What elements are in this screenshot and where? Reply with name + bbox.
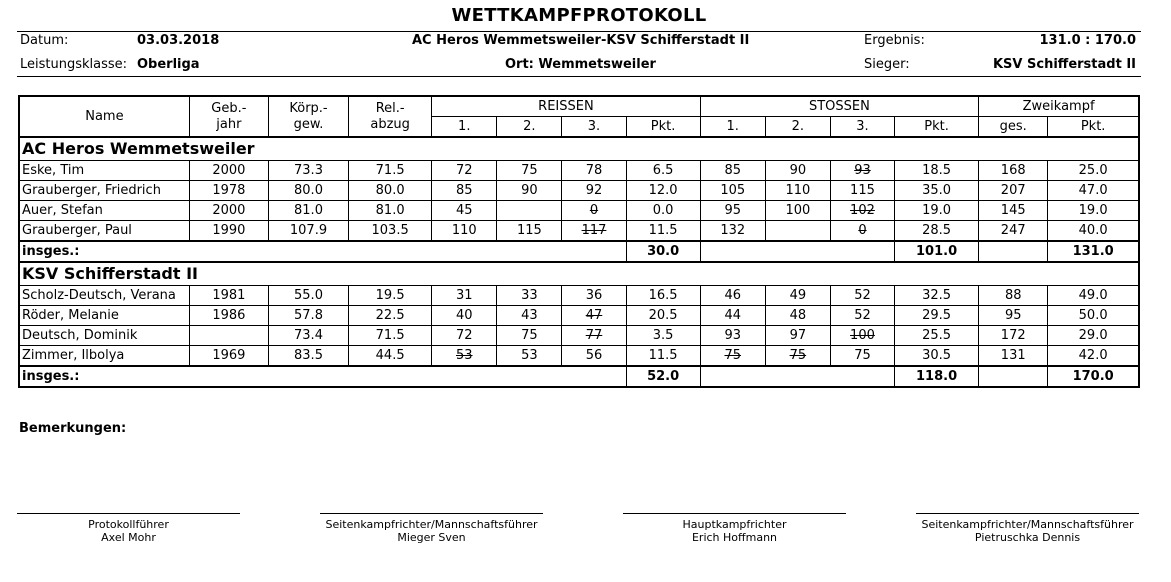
reissen-attempt-1: 40 <box>432 306 497 326</box>
signature-role: Seitenkampfrichter/Mannschaftsführer <box>325 518 538 531</box>
total-reissen-points: 52.0 <box>626 366 700 387</box>
team-total-row <box>19 241 1139 262</box>
reissen-attempt-1: 53 <box>432 346 497 367</box>
zweikampf-total: 168 <box>979 161 1048 181</box>
signature-role: Seitenkampfrichter/Mannschaftsführer <box>921 518 1134 531</box>
stossen-attempt-2: 49 <box>765 286 830 306</box>
reissen-attempt-3: 36 <box>562 286 626 306</box>
page-title: WETTKAMPFPROTOKOLL <box>451 5 707 26</box>
col-s2: 2. <box>765 117 830 138</box>
reissen-attempt-2: 33 <box>497 286 562 306</box>
stossen-attempt-3: 52 <box>830 306 894 326</box>
athlete-name: Grauberger, Friedrich <box>19 181 189 201</box>
reissen-attempt-2 <box>497 201 562 221</box>
stossen-attempt-1: 44 <box>700 306 765 326</box>
athlete-gew: 57.8 <box>268 306 348 326</box>
reissen-points: 6.5 <box>626 161 700 181</box>
stossen-attempt-3: 75 <box>830 346 894 367</box>
stossen-attempt-2: 97 <box>765 326 830 346</box>
athlete-rel: 22.5 <box>349 306 432 326</box>
athlete-gew: 81.0 <box>268 201 348 221</box>
zweikampf-points: 29.0 <box>1048 326 1139 346</box>
zweikampf-points: 49.0 <box>1048 286 1139 306</box>
stossen-points: 19.0 <box>895 201 979 221</box>
athlete-row <box>19 306 1139 326</box>
reissen-attempt-1: 72 <box>432 326 497 346</box>
total-zweikampf-points: 131.0 <box>1048 241 1139 262</box>
total-label: insges.: <box>19 366 626 387</box>
athlete-rel: 44.5 <box>349 346 432 367</box>
total-stossen-gap <box>700 366 894 387</box>
athlete-geb: 2000 <box>189 201 268 221</box>
zweikampf-points: 40.0 <box>1048 221 1139 242</box>
col-s1: 1. <box>700 117 765 138</box>
athlete-gew: 83.5 <box>268 346 348 367</box>
reissen-attempt-3: 78 <box>562 161 626 181</box>
stossen-attempt-1: 85 <box>700 161 765 181</box>
reissen-attempt-1: 72 <box>432 161 497 181</box>
signature-person: Mieger Sven <box>397 531 466 544</box>
col-name: Name <box>19 96 189 137</box>
stossen-attempt-3: 0 <box>830 221 894 242</box>
athlete-gew: 73.3 <box>268 161 348 181</box>
athlete-rel: 19.5 <box>349 286 432 306</box>
zweikampf-points: 25.0 <box>1048 161 1139 181</box>
header-top-rule <box>17 31 1141 32</box>
athlete-name: Grauberger, Paul <box>19 221 189 242</box>
athlete-gew: 80.0 <box>268 181 348 201</box>
reissen-attempt-3: 117 <box>562 221 626 242</box>
stossen-attempt-1: 75 <box>700 346 765 367</box>
reissen-attempt-1: 31 <box>432 286 497 306</box>
total-stossen-gap <box>700 241 894 262</box>
athlete-geb <box>189 326 268 346</box>
stossen-points: 35.0 <box>895 181 979 201</box>
reissen-attempt-2: 90 <box>497 181 562 201</box>
total-zweikampf-points: 170.0 <box>1048 366 1139 387</box>
col-geb: Geb.- jahr <box>189 96 268 137</box>
reissen-attempt-2: 75 <box>497 326 562 346</box>
athlete-gew: 107.9 <box>268 221 348 242</box>
athlete-row <box>19 201 1139 221</box>
stossen-attempt-1: 132 <box>700 221 765 242</box>
athlete-name: Scholz-Deutsch, Verana <box>19 286 189 306</box>
athlete-geb: 1990 <box>189 221 268 242</box>
signature-role: Hauptkampfrichter <box>682 518 787 531</box>
total-stossen-points: 118.0 <box>895 366 979 387</box>
reissen-points: 0.0 <box>626 201 700 221</box>
stossen-attempt-2: 48 <box>765 306 830 326</box>
sieger-value: KSV Schifferstadt II <box>992 57 1136 72</box>
ort-value: Ort: Wemmetsweiler <box>505 57 656 72</box>
athlete-rel: 103.5 <box>349 221 432 242</box>
col-r1: 1. <box>432 117 497 138</box>
reissen-points: 11.5 <box>626 346 700 367</box>
athlete-geb: 1969 <box>189 346 268 367</box>
athlete-rel: 71.5 <box>349 161 432 181</box>
zweikampf-points: 42.0 <box>1048 346 1139 367</box>
signature-person: Pietruschka Dennis <box>974 531 1081 544</box>
zweikampf-total: 88 <box>979 286 1048 306</box>
results-table <box>18 95 1140 388</box>
col-s3: 3. <box>830 117 894 138</box>
reissen-attempt-1: 110 <box>432 221 497 242</box>
signature-protokollfuehrer <box>17 513 240 544</box>
sieger-label: Sieger: <box>864 57 910 72</box>
stossen-attempt-1: 105 <box>700 181 765 201</box>
reissen-attempt-2: 75 <box>497 161 562 181</box>
reissen-attempt-3: 47 <box>562 306 626 326</box>
athlete-name: Röder, Melanie <box>19 306 189 326</box>
stossen-attempt-3: 93 <box>830 161 894 181</box>
signature-role: Protokollführer <box>88 518 169 531</box>
stossen-points: 18.5 <box>895 161 979 181</box>
athlete-name: Auer, Stefan <box>19 201 189 221</box>
team-name: AC Heros Wemmetsweiler <box>19 137 1139 161</box>
athlete-rel: 81.0 <box>349 201 432 221</box>
reissen-attempt-2: 43 <box>497 306 562 326</box>
zweikampf-points: 19.0 <box>1048 201 1139 221</box>
stossen-attempt-2: 100 <box>765 201 830 221</box>
stossen-attempt-2: 90 <box>765 161 830 181</box>
team-total-row <box>19 366 1139 387</box>
zweikampf-total: 131 <box>979 346 1048 367</box>
athlete-gew: 73.4 <box>268 326 348 346</box>
athlete-name: Zimmer, Ilbolya <box>19 346 189 367</box>
stossen-points: 30.5 <box>895 346 979 367</box>
reissen-attempt-1: 45 <box>432 201 497 221</box>
stossen-attempt-1: 46 <box>700 286 765 306</box>
col-koerp: Körp.- gew. <box>268 96 348 137</box>
signature-line <box>320 513 543 514</box>
reissen-attempt-3: 92 <box>562 181 626 201</box>
stossen-points: 25.5 <box>895 326 979 346</box>
athlete-rel: 80.0 <box>349 181 432 201</box>
team-header-row <box>19 137 1139 161</box>
athlete-gew: 55.0 <box>268 286 348 306</box>
stossen-points: 32.5 <box>895 286 979 306</box>
stossen-points: 28.5 <box>895 221 979 242</box>
stossen-attempt-1: 93 <box>700 326 765 346</box>
athlete-row <box>19 161 1139 181</box>
reissen-attempt-3: 0 <box>562 201 626 221</box>
athlete-geb: 1978 <box>189 181 268 201</box>
reissen-points: 16.5 <box>626 286 700 306</box>
stossen-attempt-2 <box>765 221 830 242</box>
signature-person: Axel Mohr <box>101 531 156 544</box>
ergebnis-value: 131.0 : 170.0 <box>1039 33 1136 48</box>
zweikampf-total: 247 <box>979 221 1048 242</box>
athlete-geb: 2000 <box>189 161 268 181</box>
zweikampf-total: 145 <box>979 201 1048 221</box>
total-label: insges.: <box>19 241 626 262</box>
athlete-name: Eske, Tim <box>19 161 189 181</box>
col-zweikampf: Zweikampf <box>979 96 1139 117</box>
reissen-points: 20.5 <box>626 306 700 326</box>
stossen-attempt-3: 52 <box>830 286 894 306</box>
athlete-row <box>19 326 1139 346</box>
reissen-points: 11.5 <box>626 221 700 242</box>
klasse-value: Oberliga <box>137 57 200 72</box>
reissen-points: 3.5 <box>626 326 700 346</box>
signature-hauptkampfrichter <box>623 513 846 544</box>
reissen-attempt-1: 85 <box>432 181 497 201</box>
match-title: AC Heros Wemmetsweiler-KSV Schifferstadt II <box>412 33 750 48</box>
col-r2: 2. <box>497 117 562 138</box>
stossen-attempt-2: 110 <box>765 181 830 201</box>
team-name: KSV Schifferstadt II <box>19 262 1139 286</box>
signature-line <box>623 513 846 514</box>
datum-label: Datum: <box>20 33 69 48</box>
stossen-attempt-2: 75 <box>765 346 830 367</box>
col-ges: ges. <box>979 117 1048 138</box>
col-reissen: REISSEN <box>432 96 700 117</box>
signature-line <box>916 513 1139 514</box>
total-ges-gap <box>979 366 1048 387</box>
stossen-attempt-1: 95 <box>700 201 765 221</box>
signature-line <box>17 513 240 514</box>
signature-person: Erich Hoffmann <box>691 531 778 544</box>
stossen-attempt-3: 102 <box>830 201 894 221</box>
klasse-label: Leistungsklasse: <box>20 57 128 72</box>
total-ges-gap <box>979 241 1048 262</box>
reissen-points: 12.0 <box>626 181 700 201</box>
team-header-row <box>19 262 1139 286</box>
athlete-row <box>19 286 1139 306</box>
athlete-name: Deutsch, Dominik <box>19 326 189 346</box>
zweikampf-total: 95 <box>979 306 1048 326</box>
remarks-label: Bemerkungen: <box>19 421 127 436</box>
athlete-rel: 71.5 <box>349 326 432 346</box>
col-rel: Rel.- abzug <box>349 96 432 137</box>
athlete-geb: 1986 <box>189 306 268 326</box>
datum-value: 03.03.2018 <box>137 33 220 48</box>
stossen-points: 29.5 <box>895 306 979 326</box>
athlete-row <box>19 221 1139 242</box>
col-stossen: STOSSEN <box>700 96 978 117</box>
athlete-row <box>19 346 1139 367</box>
reissen-attempt-3: 56 <box>562 346 626 367</box>
zweikampf-total: 207 <box>979 181 1048 201</box>
athlete-geb: 1981 <box>189 286 268 306</box>
reissen-attempt-2: 115 <box>497 221 562 242</box>
athlete-row <box>19 181 1139 201</box>
ergebnis-label: Ergebnis: <box>864 33 925 48</box>
col-r3: 3. <box>562 117 626 138</box>
stossen-attempt-3: 115 <box>830 181 894 201</box>
col-zpkt: Pkt. <box>1048 117 1139 138</box>
total-stossen-points: 101.0 <box>895 241 979 262</box>
zweikampf-points: 47.0 <box>1048 181 1139 201</box>
signature-seitenkampfrichter-2 <box>916 513 1139 544</box>
col-rpkt: Pkt. <box>626 117 700 138</box>
reissen-attempt-2: 53 <box>497 346 562 367</box>
col-spkt: Pkt. <box>895 117 979 138</box>
reissen-attempt-3: 77 <box>562 326 626 346</box>
zweikampf-points: 50.0 <box>1048 306 1139 326</box>
signature-seitenkampfrichter-1 <box>320 513 543 544</box>
header-bottom-rule <box>17 76 1141 77</box>
stossen-attempt-3: 100 <box>830 326 894 346</box>
zweikampf-total: 172 <box>979 326 1048 346</box>
total-reissen-points: 30.0 <box>626 241 700 262</box>
